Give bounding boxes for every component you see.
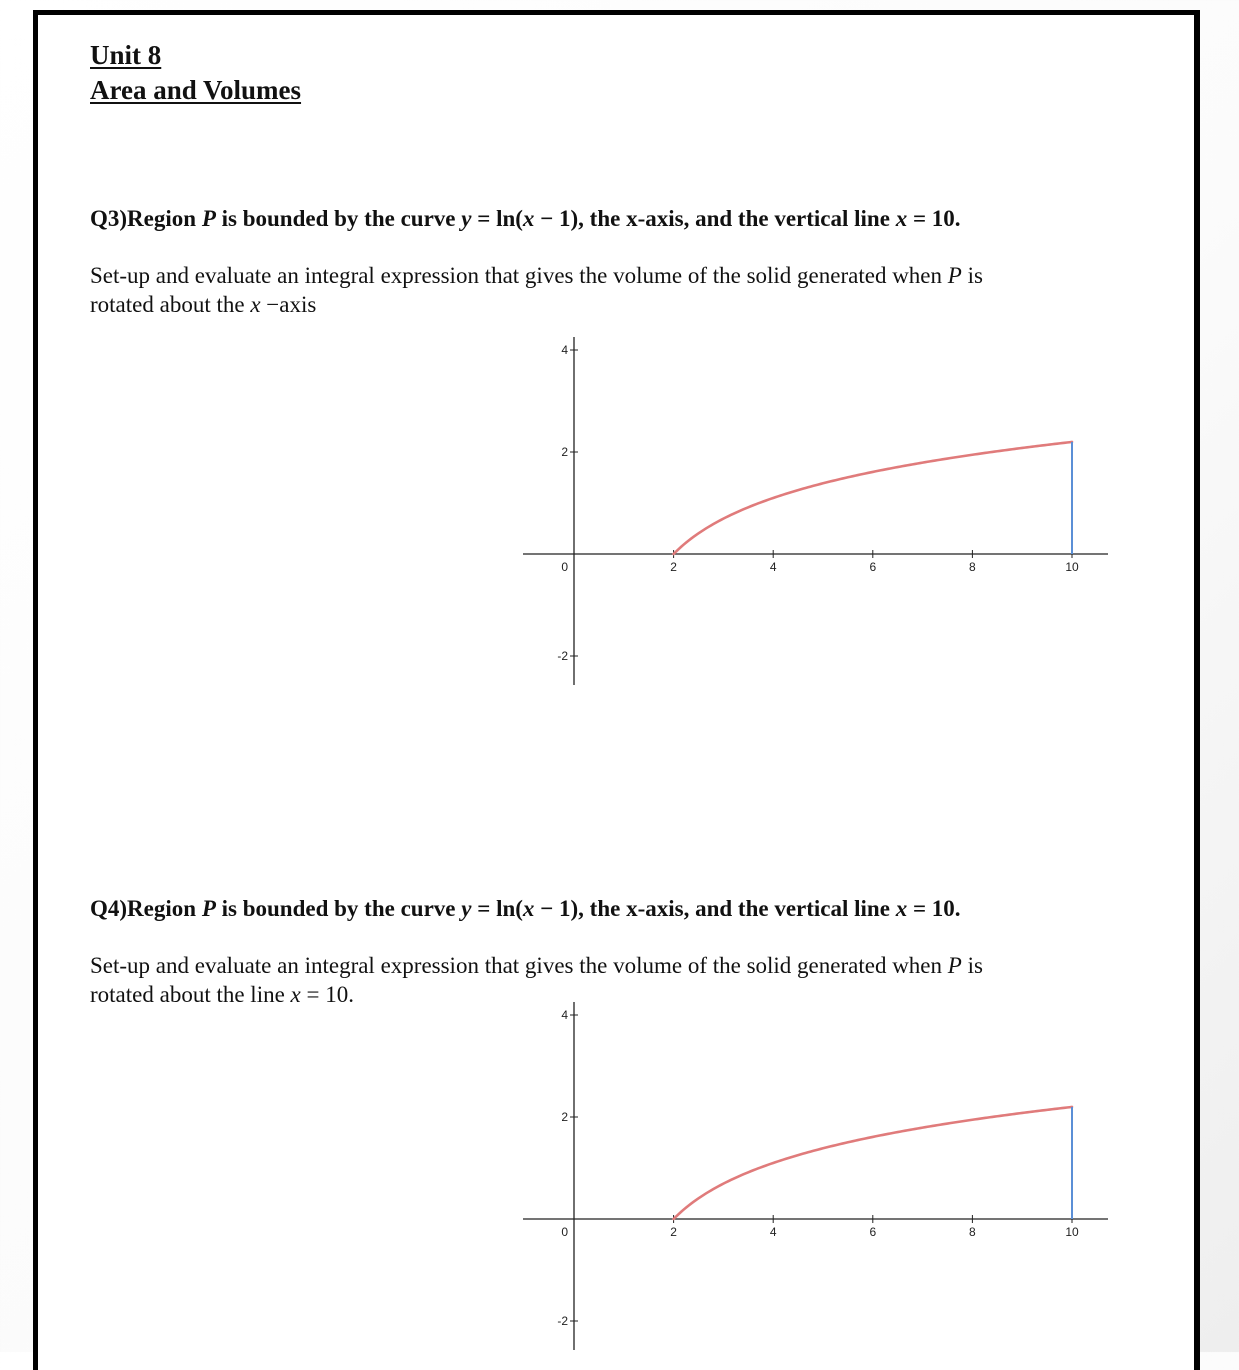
y-tick-label-neg2: -2 (557, 649, 568, 663)
x-tick-label-10: 10 (1065, 560, 1079, 574)
topic-title: Area and Volumes (90, 75, 302, 105)
worksheet-page (33, 10, 1200, 1370)
x-tick-label-2: 2 (670, 560, 677, 574)
y-tick-label-0: 0 (561, 560, 568, 574)
curve-ln (674, 442, 1072, 554)
question-3-graph (518, 323, 1118, 693)
x-tick-label-6: 6 (869, 560, 877, 574)
x-tick-label-8: 8 (969, 1225, 976, 1239)
question-4-graph (518, 988, 1118, 1358)
y-tick-label-4: 4 (561, 343, 568, 357)
question-3-instructions: Set-up and evaluate an integral expression that gives the volume of the solid generated when P is rotated about the x −axis (90, 263, 983, 317)
x-tick-label-4: 4 (769, 560, 777, 574)
x-tick-label-8: 8 (969, 560, 976, 574)
x-tick-label-2: 2 (670, 1225, 677, 1239)
curve-ln (674, 1107, 1072, 1219)
y-tick-label-2: 2 (561, 1110, 568, 1124)
x-tick-label-6: 6 (869, 1225, 877, 1239)
y-tick-label-neg2: -2 (557, 1314, 568, 1328)
y-tick-label-2: 2 (561, 445, 568, 459)
question-4-instructions: Set-up and evaluate an integral expression that gives the volume of the solid generated when P is rotated about the line x = 10. (90, 953, 983, 1007)
y-tick-label-4: 4 (561, 1008, 568, 1022)
y-tick-label-0: 0 (561, 1225, 568, 1239)
x-tick-label-10: 10 (1065, 1225, 1079, 1239)
question-3-text: Q3)Region P is bounded by the curve y = ln(x − 1), the x-axis, and the vertical line x = 10. (90, 206, 961, 231)
question-4-text: Q4)Region P is bounded by the curve y = ln(x − 1), the x-axis, and the vertical line x = 10. (90, 896, 961, 921)
unit-title: Unit 8 (90, 40, 162, 70)
x-tick-label-4: 4 (769, 1225, 777, 1239)
